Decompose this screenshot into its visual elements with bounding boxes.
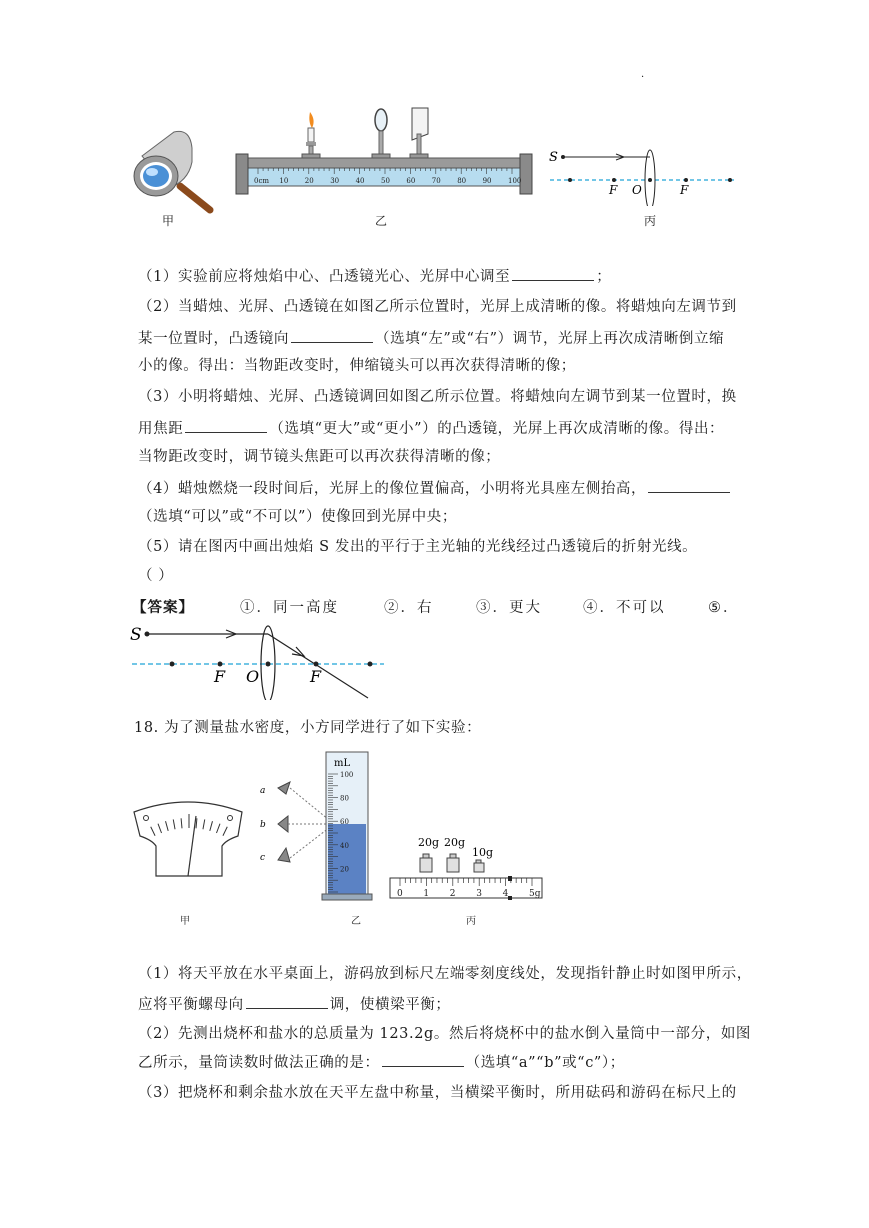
eye-icon-b xyxy=(278,816,288,832)
ruler-tick-label: 80 xyxy=(457,177,467,185)
weight-icon-3 xyxy=(474,860,484,872)
cylinder-tick-label: 80 xyxy=(340,794,349,803)
answer-point-s: S xyxy=(130,625,142,645)
eye-icon-a xyxy=(278,782,290,794)
answer-item-3: ③．更大 xyxy=(476,600,542,616)
candle-icon xyxy=(306,112,316,160)
point-o-label: O xyxy=(632,183,642,197)
eye-label-b: b xyxy=(260,820,266,830)
answer-label: 【答案】 xyxy=(132,599,194,616)
weight-icon-1 xyxy=(420,854,432,872)
scale-tick-label: 1 xyxy=(423,889,430,899)
eye-label-a: a xyxy=(260,786,266,796)
q17-part2-line2: 某一位置时，凸透镜向 （选填“左”或“右”）调节，光屏上再次成清晰倒立缩 xyxy=(138,328,724,349)
point-f2-label: F xyxy=(680,183,689,197)
answer-blank-2[interactable] xyxy=(291,328,373,343)
ruler-tick-label: 70 xyxy=(431,177,441,185)
q17-part5-line1: （5）请在图丙中画出烛焰 S 发出的平行于主光轴的光线经过凸透镜后的折射光线。 xyxy=(138,539,698,555)
q18-title: 18. 为了测量盐水密度，小方同学进行了如下实验： xyxy=(134,720,482,736)
ruler-tick-label: 20 xyxy=(304,177,314,185)
lens-holder-icon xyxy=(375,109,387,157)
answer-point-o: O xyxy=(246,667,260,686)
weight-icon-2 xyxy=(447,854,459,872)
ruler-tick-label: 90 xyxy=(482,177,492,185)
optical-bench-figure xyxy=(234,106,534,198)
answer-blank-q18-2[interactable] xyxy=(382,1052,464,1067)
graduated-cylinder-figure xyxy=(256,748,386,908)
scale-tick-label: 2 xyxy=(449,889,456,899)
q17-part4-line2: （选填“可以”或“不可以”）使像回到光屏中央； xyxy=(138,509,457,525)
fig18-label-jia: 甲 xyxy=(180,916,190,927)
answer-item-1: ①．同一高度 xyxy=(240,600,339,616)
ruler-tick-label: 30 xyxy=(330,177,340,185)
q17-part4-line1: （4）蜡烛燃烧一段时间后，光屏上的像位置偏高，小明将光具座左侧抬高， xyxy=(138,478,732,499)
cylinder-tick-label: 100 xyxy=(340,771,354,779)
cylinder-tick-label: 20 xyxy=(340,865,349,874)
q17-part2-line1: （2）当蜡烛、光屏、凸透镜在如图乙所示位置时，光屏上成清晰的像。将蜡烛向左调节到 xyxy=(138,299,737,315)
q17-part3-line2: 用焦距 （选填“更大”或“更小”）的凸透镜，光屏上再次成清晰的像。得出： xyxy=(138,418,724,439)
q17-part3-line3: 当物距改变时，调节镜头焦距可以再次获得清晰的像； xyxy=(138,449,501,465)
answer-lens-diagram xyxy=(128,620,388,700)
ruler-tick-label: 100 xyxy=(508,177,522,185)
fig-label-bing: 丙 xyxy=(644,214,657,228)
rider-marker xyxy=(508,876,512,881)
q17-part1: （1）实验前应将烛焰中心、凸透镜光心、光屏中心调至 ； xyxy=(138,266,611,287)
q18-part2-line2: 乙所示，量筒读数时做法正确的是： （选填“a”“b”或“c”）； xyxy=(138,1052,625,1073)
answer-item-2: ②．右 xyxy=(384,600,434,616)
answer-blank-1[interactable] xyxy=(512,266,594,281)
q18-part1-line2: 应将平衡螺母向 调，使横梁平衡； xyxy=(138,994,451,1015)
answer-point-f1: F xyxy=(214,667,226,686)
ruler-tick-label: 10 xyxy=(279,177,289,185)
ruler-tick-label: 40 xyxy=(355,177,365,185)
point-f1-label: F xyxy=(609,183,618,197)
answer-blank-q18-1[interactable] xyxy=(246,994,328,1009)
answer-blank-4[interactable] xyxy=(648,478,730,493)
q17-part5-line2: （ ） xyxy=(138,568,174,584)
ruler-tick-label: 60 xyxy=(406,177,416,185)
lens-diagram-bing xyxy=(546,136,736,206)
weights-scale-figure xyxy=(386,832,546,902)
fig-label-yi: 乙 xyxy=(375,214,388,228)
q17-p1-text: （1）实验前应将烛焰中心、凸透镜光心、光屏中心调至 xyxy=(138,269,511,285)
weight-label-2: 20g xyxy=(444,836,466,849)
answer-blank-3[interactable] xyxy=(185,418,267,433)
cylinder-tick-label: 60 xyxy=(340,818,349,827)
ruler-tick-label: 50 xyxy=(381,177,390,185)
weight-label-3: 10g xyxy=(472,846,494,859)
q18-part1-line1: （1）将天平放在水平桌面上，游码放到标尺左端零刻度线处，发现指针静止时如图甲所示， xyxy=(138,966,752,982)
answer-item-4: ④．不可以 xyxy=(583,600,666,616)
magnifier-figure xyxy=(128,124,218,216)
scale-tick-label: 0 xyxy=(397,889,403,899)
cylinder-unit: mL xyxy=(334,758,351,769)
q18-part3-line1: （3）把烧杯和剩余盐水放在天平左盘中称量，当横梁平衡时，所用砝码和游码在标尺上的 xyxy=(138,1085,737,1101)
cylinder-tick-label: 40 xyxy=(340,841,349,850)
fig18-label-bing: 丙 xyxy=(466,916,476,927)
answer-point-f2: F xyxy=(310,667,322,686)
screen-icon xyxy=(412,108,428,158)
point-s-label: S xyxy=(549,150,558,165)
magnifier-icon xyxy=(134,131,210,210)
q17-part2-line3: 小的像。得出：当物距改变时，伸缩镜头可以再次获得清晰的像； xyxy=(138,358,576,374)
scale-tick-label: 5g xyxy=(529,889,541,899)
page-dot: · xyxy=(641,72,645,83)
answer-item-5: ⑤． xyxy=(708,600,740,616)
fig18-label-yi: 乙 xyxy=(351,916,361,927)
fig-label-jia: 甲 xyxy=(162,214,175,228)
weight-label-1: 20g xyxy=(418,836,440,849)
ruler-unit-label: 0cm xyxy=(254,177,270,185)
eye-icon-c xyxy=(278,848,290,862)
eye-label-c: c xyxy=(260,853,266,863)
q18-part2-line1: （2）先测出烧杯和盐水的总质量为 123.2g。然后将烧杯中的盐水倒入量筒中一部分，如图 xyxy=(138,1026,752,1042)
scale-tick-label: 3 xyxy=(476,889,482,899)
q17-part3-line1: （3）小明将蜡烛、光屏、凸透镜调回如图乙所示位置。将蜡烛向左调节到某一位置时，换 xyxy=(138,389,737,405)
scale-tick-label: 4 xyxy=(502,889,509,899)
balance-scale-figure xyxy=(130,796,248,882)
